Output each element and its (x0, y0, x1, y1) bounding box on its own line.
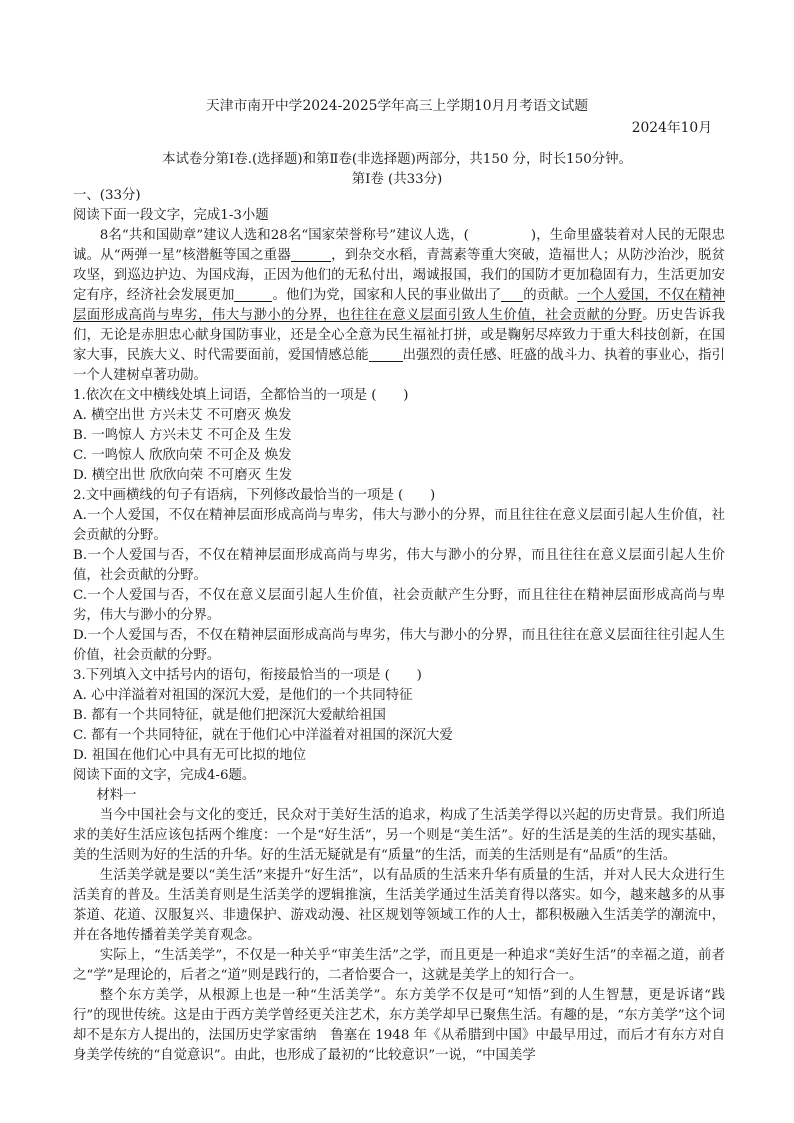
exam-body (73, 186, 725, 1066)
exam-intro: 本试卷分第Ⅰ卷.(选择题)和第Ⅱ卷(非选择题)两部分，共150 分，时长150分钟。 (162, 152, 632, 167)
fill-blank-4[interactable] (369, 347, 403, 362)
question-3-option-b[interactable]: B. 都有一个共同特征，就是他们把深沉大爱献给祖国 (73, 708, 386, 723)
question-1-stem: 1.依次在文中横线处填上词语，全都恰当的一项是 ( ) (73, 388, 409, 403)
fill-blank-3[interactable] (501, 287, 523, 302)
reading-instruction: 阅读下面的文字，完成4-6题。 (73, 768, 256, 783)
question-2-stem: 2.文中画横线的句子有语病，下列修改最恰当的一项是 ( ) (73, 488, 436, 503)
section-one-heading: 一、(33分) (73, 188, 141, 203)
passage-text: 出强烈的责任感、旺盛的战斗力、执着的事业心，指引一个人建树卓著功勋。 (73, 348, 726, 383)
fill-blank-1[interactable] (291, 247, 331, 262)
question-3-option-d[interactable]: D. 祖国在他们心中具有无可比拟的地位 (73, 748, 307, 763)
section-one-instruction: 阅读下面一段文字，完成1-3小题 (73, 208, 269, 223)
passage-text: )，生命里盛装着对人民的无限忠诚。从“两弹一星”核潜艇等国之重器 (73, 228, 725, 263)
question-2-option-b[interactable]: B.一个人爱国与否，不仅在精神层面形成高尚与卑劣，伟大与渺小的分界，而且往往在意义层面引起人生价值，社会贡献的分野。 (73, 548, 725, 583)
exam-title: 天津市南开中学2024-2025学年高三上学期10月月考语文试题 (205, 98, 589, 114)
passage-text: 的贡献。 (523, 288, 578, 303)
question-1-option-a[interactable]: A. 横空出世 方兴未艾 不可磨灭 焕发 (73, 408, 292, 423)
passage-text: 。历史告诉我们，无论是赤胆忠心献身国防事业，还是全心全意为民生福祉打拼，或是鞠躬尽瘁致力于重大科技创新，在国家大事，民族大义、时代需要面前，爱国情感总能 (73, 308, 726, 363)
question-1-option-c[interactable]: C. 一鸣惊人 欣欣向荣 不可企及 焕发 (73, 448, 292, 463)
material-one-label: 材料一 (96, 788, 137, 803)
question-3-stem: 3.下列填入文中括号内的语句，衔接最恰当的一项是 ( ) (73, 668, 422, 683)
fill-blank-2[interactable] (234, 287, 272, 302)
passage-text: 8名“共和国勋章”建议人选和28名“国家荣誉称号”建议人选，( (99, 228, 469, 243)
question-2-option-c[interactable]: C.一个人爱国与否，不仅在意义层面引起人生价值，社会贡献产生分野，而且往往在精神层面形成高尚与卑劣，伟大与渺小的分界。 (73, 588, 725, 623)
question-3-option-a[interactable]: A. 心中洋溢着对祖国的深沉大爱，是他们的一个共同特征 (73, 688, 413, 703)
question-2-option-d[interactable]: D.一个人爱国与否，不仅在精神层面形成高尚与卑劣，伟大与渺小的分界，而且往往在意义层面往往引起人生价值，社会贡献的分野。 (73, 628, 725, 663)
underlined-sentence: 一个人爱国，不仅在精神层面形成高尚与卑劣，伟大与渺小的分界，也往往在意义层面引致人生价值，社会贡献的分野 (73, 288, 725, 323)
passage-paragraph (73, 226, 725, 386)
reading-paragraph: 生活美学就是要以“美生活”来提升“好生活”，以有品质的生活来升华有质量的生活，并对人民大众进行生活美育的普及。生活美育则是生活美学的逻辑推演，生活美学通过生活美育得以落实。如今，越来越多的从事茶道、花道、汉服复兴、非遗保护、游戏动漫、社区规划等领域工作的人士，都积极融入生活美学的潮流中，并在各地传播着美学美育观念。 (73, 868, 725, 943)
exam-date: 2024年10月 (631, 120, 712, 136)
question-1-option-b[interactable]: B. 一鸣惊人 方兴未艾 不可企及 生发 (73, 428, 292, 443)
passage-text: ，到杂交水稻，青蒿素等重大突破，造福世人；从防沙治沙，脱贫攻坚，到巡边护边、为国戍海，正因为他们的无私付出，竭诚报国，我们的国防才更加稳固有力，生活更加安定有序，经济社会发展更加 (73, 248, 725, 303)
question-3-option-c[interactable]: C. 都有一个共同特征，就在于他们心中洋溢着对祖国的深沉大爱 (73, 728, 453, 743)
reading-paragraph: 整个东方美学，从根源上也是一种“生活美学”。东方美学不仅是可“知悟”到的人生智慧，更是诉诸“践行”的现世传统。这是由于西方美学曾经更关注艺术，东方美学却早已聚焦生活。有趣的是，“东方美学”这个词却不是东方人提出的，法国历史学家雷纳 鲁塞在 1948 年《从希腊到中国》中最早用过，而后才有东方对自身美学传统的“自觉意识”。由此，也形成了最初的“比较意识”一说，“中国美学 (73, 988, 725, 1063)
volume-one-heading: 第Ⅰ卷 (共33分) (351, 172, 443, 187)
reading-paragraph: 实际上，“生活美学”，不仅是一种关乎“审美生活”之学，而且更是一种追求“美好生活”的幸福之道，前者之“学”是理论的，后者之“道”则是践行的，二者恰要合一，这就是美学上的知行合一。 (73, 948, 725, 983)
reading-paragraph: 当今中国社会与文化的变迁，民众对于美好生活的追求，构成了生活美学得以兴起的历史背景。我们所追求的美好生活应该包括两个维度：一个是“好生活”，另一个则是“美生活”。好的生活是美的生活的现实基础，美的生活则为好的生活的升华。好的生活无疑就是有“质量”的生活，而美的生活则是有“品质”的生活。 (73, 808, 725, 863)
question-1-option-d[interactable]: D. 横空出世 欣欣向荣 不可磨灭 生发 (73, 468, 293, 483)
question-2-option-a[interactable]: A.一个人爱国，不仅在精神层面形成高尚与卑劣，伟大与渺小的分界，而且往往在意义层面引起人生价值，社会贡献的分野。 (73, 508, 725, 543)
passage-text: 。他们为党，国家和人民的事业做出了 (272, 288, 502, 303)
